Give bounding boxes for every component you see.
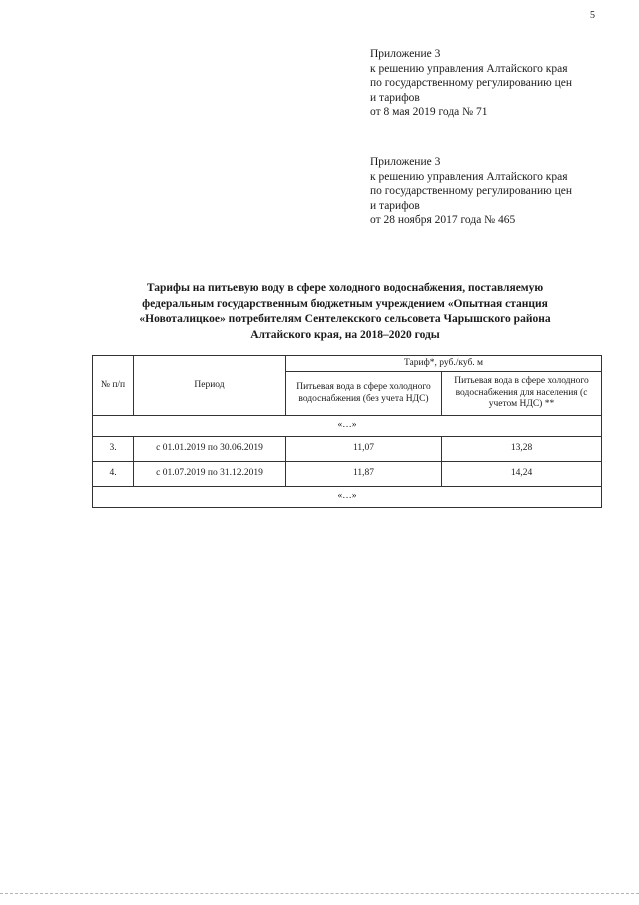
annex-line: Приложение 3 xyxy=(370,48,441,60)
header-num: № п/п xyxy=(93,356,134,416)
table-header-row xyxy=(93,356,602,372)
cell-num: 3. xyxy=(93,437,134,462)
annex-line: к решению управления Алтайского края xyxy=(370,62,568,75)
annex-line: по государственному регулированию цен xyxy=(370,185,573,197)
header-with-vat: Питьевая вода в сфере холодного водоснабжения для населения (с учетом НДС) ** xyxy=(442,372,602,416)
title-line: Тарифы на питьевую воду в сфере холодного водоснабжения, поставляемую xyxy=(146,282,544,294)
annex-current-heading xyxy=(370,47,610,120)
table-row-ellipsis-bottom xyxy=(93,487,602,508)
tariff-table xyxy=(92,355,602,508)
cell-no-vat: 11,07 xyxy=(286,437,442,462)
annex-line: и тарифов xyxy=(370,91,420,104)
scan-edge-divider xyxy=(0,893,639,894)
annex-line: и тарифов xyxy=(370,199,420,212)
ellipsis-cell: «…» xyxy=(93,416,602,437)
table-row xyxy=(93,462,602,487)
cell-with-vat: 13,28 xyxy=(442,437,602,462)
header-no-vat: Питьевая вода в сфере холодного водоснабжения (без учета НДС) xyxy=(286,372,442,416)
title-line: Алтайского края, на 2018–2020 годы xyxy=(250,328,440,341)
annex-line: Приложение 3 xyxy=(370,156,441,168)
cell-period: с 01.01.2019 по 30.06.2019 xyxy=(134,437,286,462)
cell-period: с 01.07.2019 по 31.12.2019 xyxy=(134,462,286,487)
header-tariff: Тариф*, руб./куб. м xyxy=(286,356,602,372)
page-number: 5 xyxy=(590,10,595,21)
cell-num: 4. xyxy=(93,462,134,487)
table-row xyxy=(93,437,602,462)
annex-line: по государственному регулированию цен xyxy=(370,77,573,89)
document-title xyxy=(70,281,620,343)
annex-line: от 28 ноября 2017 года № 465 xyxy=(370,214,516,226)
cell-no-vat: 11,87 xyxy=(286,462,442,487)
annex-previous-heading xyxy=(370,155,610,228)
annex-line: от 8 мая 2019 года № 71 xyxy=(370,106,488,118)
header-period: Период xyxy=(134,356,286,416)
table-row-ellipsis-top xyxy=(93,416,602,437)
annex-line: к решению управления Алтайского края xyxy=(370,170,568,183)
title-line: «Новоталицкое» потребителям Сентелекского сельсовета Чарышского района xyxy=(139,313,551,325)
cell-with-vat: 14,24 xyxy=(442,462,602,487)
ellipsis-cell: «…» xyxy=(93,487,602,508)
title-line: федеральным государственным бюджетным учреждением «Опытная станция xyxy=(142,297,548,310)
